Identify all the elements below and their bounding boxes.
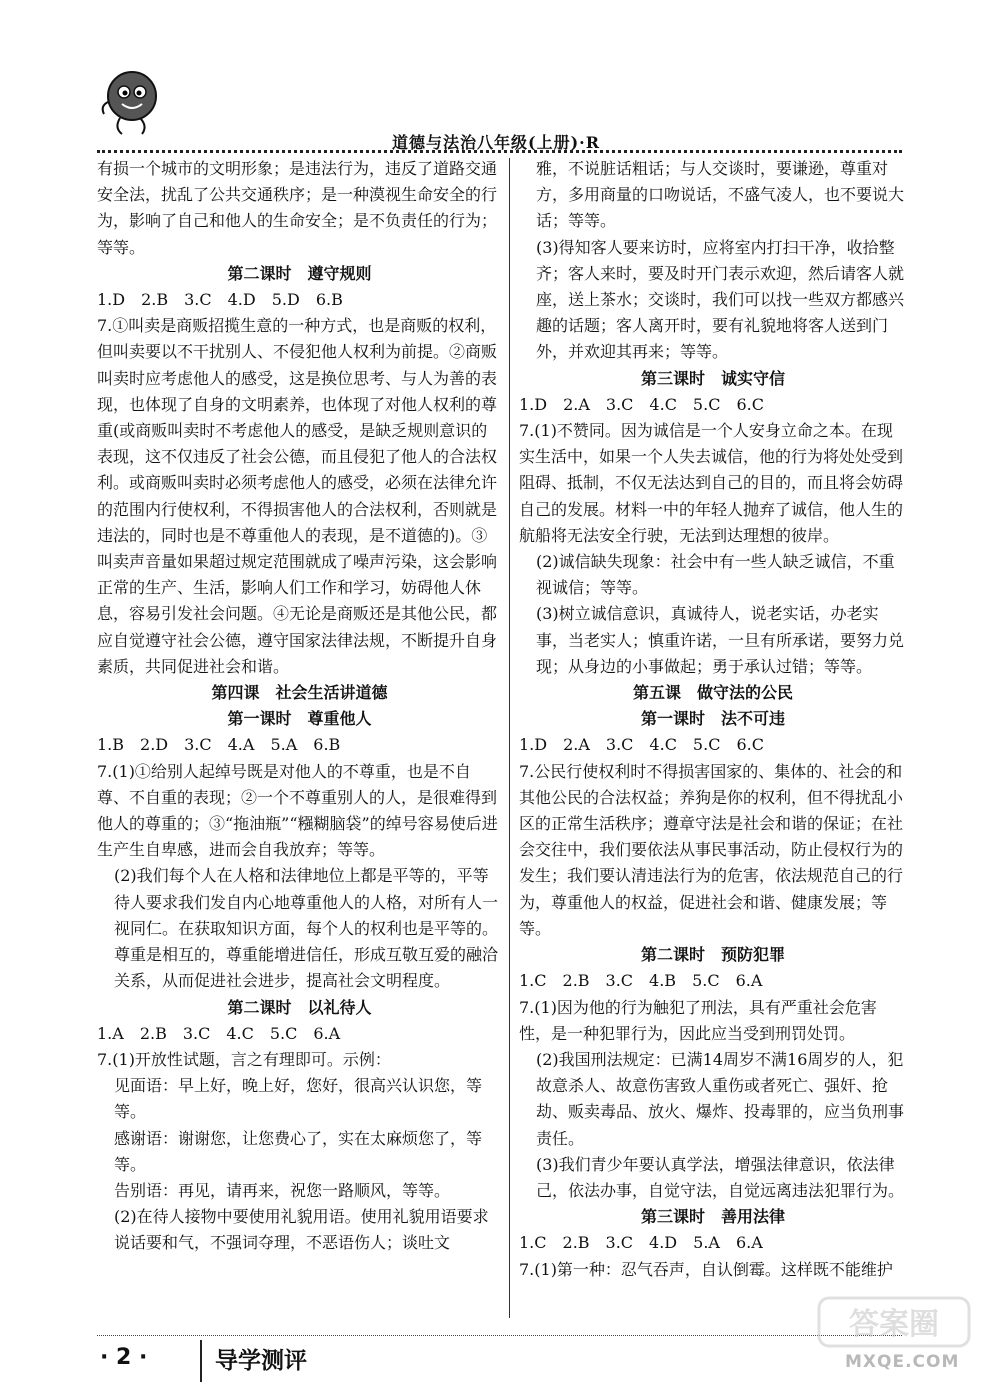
answer-paragraph: 告别语：再见，请再来，祝您一路顺风，等等。 bbox=[114, 1180, 451, 1200]
watermark-cn: 答案圈 bbox=[849, 1307, 939, 1342]
answer-paragraph: (3)树立诚信意识，真诚待人，说老实话，办老实事，当老实人；慎重许诺，一旦有所承诺，要努力兑现；从身边的小事做起；勇于承认过错；等等。 bbox=[536, 604, 905, 676]
column-divider bbox=[509, 158, 510, 1318]
section-heading: 第三课时 诚实守信 bbox=[640, 368, 785, 388]
answer-paragraph: 1.B 2.D 3.C 4.A 5.A 6.B bbox=[97, 735, 341, 755]
mascot-logo bbox=[94, 62, 174, 142]
left-column bbox=[97, 156, 502, 1257]
answer-paragraph: 7.(1)开放性试题，言之有理即可。示例： bbox=[97, 1049, 391, 1069]
answer-paragraph: 有损一个城市的文明形象；是违法行为，违反了道路交通安全法，扰乱了公共交通秩序；是一种漠视生命安全的行为，影响了自己和他人的生命安全；是不负责任的行为；等等。 bbox=[97, 159, 498, 257]
answer-paragraph: 1.D 2.A 3.C 4.C 5.C 6.C bbox=[519, 735, 764, 755]
header-divider bbox=[97, 150, 902, 153]
footer-separator bbox=[200, 1340, 202, 1382]
section-heading: 第五课 做守法的公民 bbox=[632, 683, 793, 703]
footer-divider bbox=[97, 1335, 902, 1336]
section-heading: 第四课 社会生活讲道德 bbox=[211, 683, 388, 703]
answer-paragraph: (2)我们每个人在人格和法律地位上都是平等的，平等待人要求我们发自内心地尊重他人的人格，对所有人一视同仁。在获取知识方面，每个人的权利也是平等的。尊重是相互的，尊重能增进信任，形成互敬互爱的融洽关系，从而促进社会进步，提高社会文明程度。 bbox=[114, 866, 499, 991]
footer-brand: 导学测评 bbox=[215, 1348, 307, 1374]
answer-paragraph: (2)在待人接物中要使用礼貌用语。使用礼貌用语要求说话要和气，不强词夺理，不恶语伤人；谈吐文 bbox=[114, 1207, 489, 1253]
section-heading: 第三课时 善用法律 bbox=[640, 1207, 785, 1227]
answer-paragraph: 7.公民行使权利时不得损害国家的、集体的、社会的和其他公民的合法权益；养狗是你的权利，但不得扰乱小区的正常生活秩序；遵章守法是社会和谐的保证；在社会交往中，我们要依法从事民事活动，防止侵权行为的发生；我们要认清违法行为的危害，依法规范自己的行为，尊重他人的权益，促进社会和谐、健康发展；等等。 bbox=[519, 761, 904, 938]
answer-paragraph: 7.(1)①给别人起绰号既是对他人的不尊重，也是不自尊、不自重的表现；②一个不尊重别人的人，是很难得到他人的尊重的；③“拖油瓶”“糨糊脑袋”的绰号容易使后进生产生自卑感，进而会自我放弃；等等。 bbox=[97, 761, 498, 860]
header-title: 道德与法治八年级(上册)·R bbox=[392, 133, 601, 152]
answer-paragraph: 7.(1)不赞同。因为诚信是一个人安身立命之本。在现实生活中，如果一个人失去诚信，他的行为将处处受到阻碍、抵制，不仅无法达到自己的目的，而且将会妨碍自己的发展。材料一中的年轻人抛弃了诚信，他人生的航船将无法安全行驶，无法到达理想的彼岸。 bbox=[519, 421, 904, 545]
answer-paragraph: 1.C 2.B 3.C 4.D 5.A 6.A bbox=[519, 1233, 763, 1253]
answer-paragraph: 感谢语：谢谢您，让您费心了，实在太麻烦您了，等等。 bbox=[114, 1128, 483, 1174]
answer-paragraph: 7.(1)第一种：忍气吞声，自认倒霉。这样既不能维护 bbox=[519, 1259, 893, 1279]
section-heading: 第一课时 法不可违 bbox=[640, 709, 785, 729]
answer-paragraph: (2)诚信缺失现象：社会中有一些人缺乏诚信，不重视诚信；等等。 bbox=[536, 552, 895, 598]
answer-paragraph: (3)得知客人要来访时，应将室内打扫干净，收拾整齐；客人来时，要及时开门表示欢迎，然后请客人就座，送上茶水；交谈时，我们可以找一些双方都感兴趣的话题；客人离开时，要有礼貌地将客人送到门外，并欢迎其再来；等等。 bbox=[536, 237, 905, 362]
watermark-url: MXQE.COM bbox=[845, 1352, 960, 1372]
section-heading: 第二课时 预防犯罪 bbox=[640, 945, 785, 965]
answer-paragraph: 7.(1)因为他的行为触犯了刑法，具有严重社会危害性，是一种犯罪行为，因此应当受到刑罚处罚。 bbox=[519, 997, 877, 1043]
answer-paragraph: 雅，不说脏话粗话；与人交谈时，要谦逊，尊重对方，多用商量的口吻说话，不盛气凌人，也不要说大话；等等。 bbox=[536, 159, 905, 231]
answer-paragraph: 1.D 2.B 3.C 4.D 5.D 6.B bbox=[97, 290, 343, 310]
page-number: · 2 · bbox=[100, 1345, 148, 1370]
section-heading: 第二课时 遵守规则 bbox=[227, 263, 372, 283]
section-heading: 第一课时 尊重他人 bbox=[227, 709, 372, 729]
answer-paragraph: 7.①叫卖是商贩招揽生意的一种方式，也是商贩的权利，但叫卖要以不干扰别人、不侵犯他人权利为前提。②商贩叫卖时应考虑他人的感受，这是换位思考、与人为善的表现，也体现了自身的文明素养，也体现了对他人权利的尊重(或商贩叫卖时不考虑他人的感受，是缺乏规则意识的表现，这不仅违反了社会公德，而且侵犯了他人的合法权利。或商贩叫卖时必须考虑他人的感受，必须在法律允许的范围内行使权利，不得损害他人的合法权利，否则就是违法的，同时也是不尊重他人的表现，是不道德的)。③叫卖声音量如果超过规定范围就成了噪声污染，这会影响正常的生产、生活，影响人们工作和学习，妨碍他人休息，容易引发社会问题。④无论是商贩还是其他公民，都应自觉遵守社会公德，遵守国家法律法规，不断提升自身素质，共同促进社会和谐。 bbox=[97, 316, 498, 676]
answer-paragraph: 见面语：早上好，晚上好，您好，很高兴认识您，等等。 bbox=[114, 1076, 483, 1122]
answer-paragraph: 1.C 2.B 3.C 4.B 5.C 6.A bbox=[519, 971, 763, 991]
right-column bbox=[519, 156, 907, 1283]
answer-paragraph: (2)我国刑法规定：已满14周岁不满16周岁的人，犯故意杀人、故意伤害致人重伤或者死亡、强奸、抢劫、贩卖毒品、放火、爆炸、投毒罪的，应当负刑事责任。 bbox=[536, 1049, 905, 1148]
answer-paragraph: 1.D 2.A 3.C 4.C 5.C 6.C bbox=[519, 394, 764, 414]
answer-paragraph: (3)我们青少年要认真学法，增强法律意识，依法律己，依法办事，自觉守法，自觉远离违法犯罪行为。 bbox=[536, 1154, 905, 1200]
section-heading: 第二课时 以礼待人 bbox=[227, 997, 372, 1017]
answer-paragraph: 1.A 2.B 3.C 4.C 5.C 6.A bbox=[97, 1023, 341, 1043]
